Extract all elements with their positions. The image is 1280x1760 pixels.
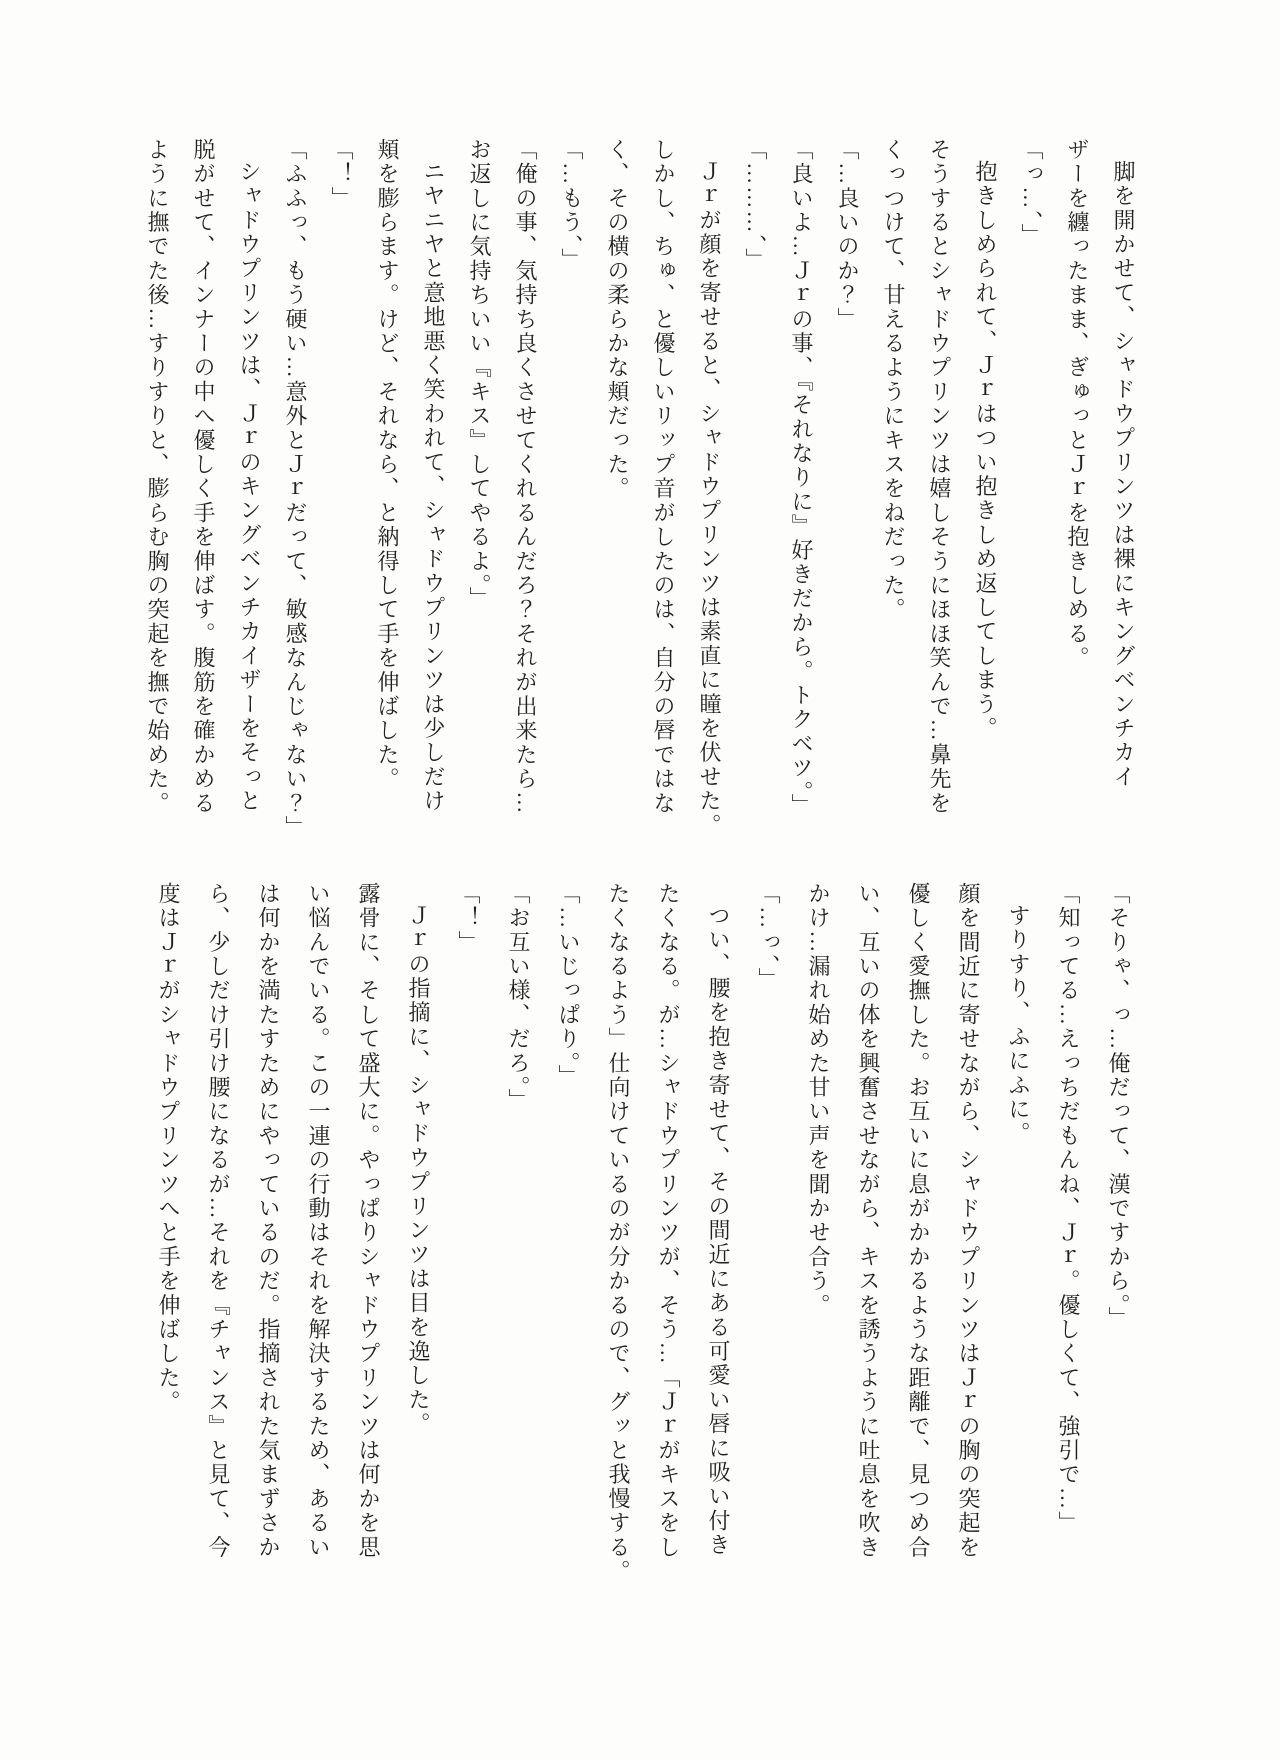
text-line: すりすり、ふにふに。: [1006, 904, 1031, 1146]
text-line: そうするとシャドウプリンツは嬉しそうにほほ笑んで…鼻先を: [927, 138, 952, 816]
text-line: しかし、ちゅ、と優しいリップ音がしたのは、自分の唇ではな: [651, 138, 676, 816]
text-line: 「お互い様、だろ。」: [506, 882, 531, 1113]
text-line: シャドウプリンツは、Ｊｒのキングベンチカイザーをそっと: [237, 160, 262, 814]
text-line: 脱がせて、インナーの中へ優しく手を伸ばす。腹筋を確かめる: [191, 138, 216, 816]
text-line: 度はＪｒがシャドウプリンツへと手を伸ばした。: [156, 882, 181, 1415]
text-line: たくなるよう」仕向けているのが分かるので、グッと我慢する。: [606, 882, 631, 1584]
text-line: お返しに気持ちいい『キス』してやるよ。」: [467, 138, 492, 611]
text-line: 「そりゃ、っ…俺だって、漢ですから。」: [1106, 882, 1131, 1331]
text-line: 「！」: [456, 882, 481, 955]
text-line: かけ…漏れ始めた甘い声を聞かせ合う。: [806, 882, 831, 1318]
text-line: ら、少しだけ引け腰になるが…それを『チャンス』と見て、今: [206, 882, 231, 1560]
text-line: ザーを纏ったまま、ぎゅっとＪｒを抱きしめる。: [1065, 138, 1090, 671]
text-line: ように撫でた後…すりすりと、膨らむ胸の突起を撫で始めた。: [145, 138, 170, 816]
text-line: 優しく愛撫した。お互いに息がかかるような距離で、見つめ合: [906, 882, 931, 1560]
text-line: く、その横の柔らかな頬だった。: [605, 138, 630, 501]
text-line: 「俺の事、気持ち良くさせてくれるんだろ？それが出来たら…: [513, 138, 538, 816]
text-block-bottom: [143, 882, 1143, 1612]
text-line: 頬を膨らます。けど、それなら、と納得して手を伸ばした。: [375, 138, 400, 792]
text-line: Ｊｒが顔を寄せると、シャドウプリンツは素直に瞳を伏せた。: [697, 160, 722, 838]
text-line: 「っ…、」: [1019, 138, 1044, 248]
text-block-top: [134, 138, 1146, 852]
text-line: は何かを満たすためにやっているのだ。指摘された気まずさか: [256, 882, 281, 1560]
text-line: 顔を間近に寄せながら、シャドウプリンツはＪｒの胸の突起を: [956, 882, 981, 1560]
text-line: 「…良いのか？」: [835, 138, 860, 332]
text-line: 「…っ、」: [756, 882, 781, 992]
text-line: い悩んでいる。この一連の行動はそれを解決するため、あるい: [306, 882, 331, 1560]
text-line: ニヤニヤと意地悪く笑われて、シャドウプリンツは少しだけ: [421, 160, 446, 814]
text-line: くっつけて、甘えるようにキスをねだった。: [881, 138, 906, 622]
text-line: Ｊｒの指摘に、シャドウプリンツは目を逸した。: [406, 904, 431, 1437]
text-line: 「ふふっ、もう硬い…意外とＪｒだって、敏感なんじゃない？」: [283, 138, 308, 840]
text-line: たくなる。が…シャドウプリンツが、そう…「Ｊｒがキスをし: [656, 882, 681, 1560]
text-line: 「知ってる…えっちだもんね、Ｊｒ。優しくて、強引で…」: [1056, 882, 1081, 1536]
text-line: 「！」: [329, 138, 354, 211]
text-line: 「………、」: [743, 138, 768, 273]
text-line: 「良いよ…Ｊｒの事、『それなりに』好きだから。トクベツ。」: [789, 138, 814, 818]
text-line: 脚を開かせて、シャドウプリンツは裸にキングベンチカイ: [1111, 160, 1136, 790]
text-line: い、互いの体を興奮させながら、キスを誘うように吐息を吹き: [856, 882, 881, 1560]
text-line: 抱きしめられて、Ｊｒはつい抱きしめ返してしまう。: [973, 160, 998, 741]
text-line: 露骨に、そして盛大に。やっぱりシャドウプリンツは何かを思: [356, 882, 381, 1560]
text-line: 「…もう、」: [559, 138, 584, 273]
text-line: つい、腰を抱き寄せて、その間近にある可愛い唇に吸い付き: [706, 904, 731, 1558]
text-line: 「…いじっぱり。」: [556, 882, 581, 1089]
